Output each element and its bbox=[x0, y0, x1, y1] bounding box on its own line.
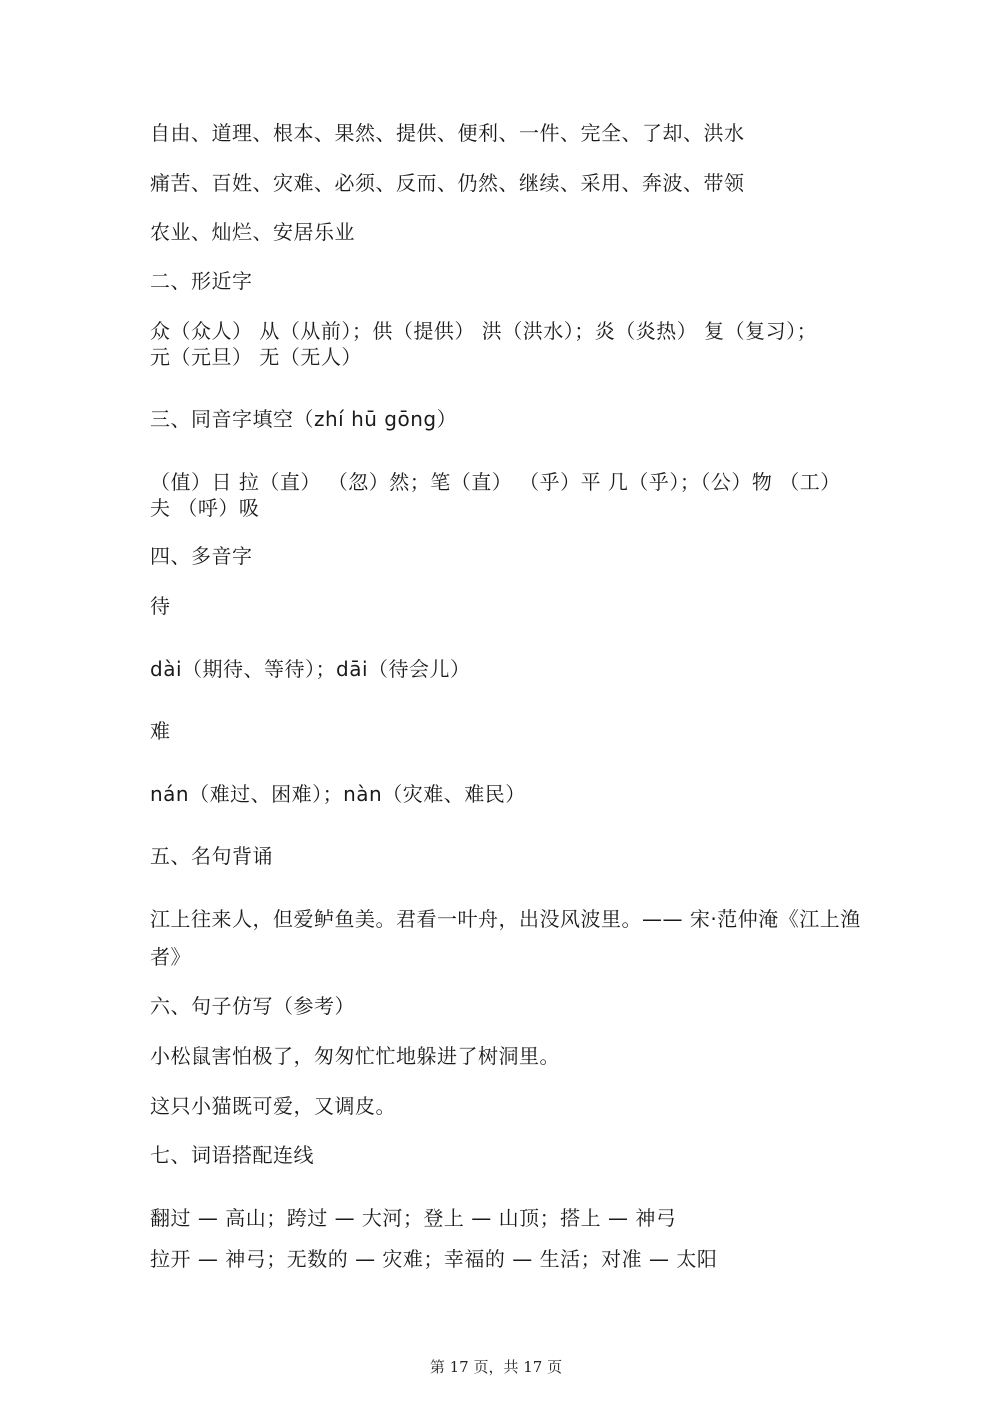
word-matching-line-2: 拉开 — 神弓；无数的 — 灾难；幸福的 — 生活；对准 — 太阳 bbox=[150, 1247, 718, 1271]
similar-chars-line-1: 众（众人） 从（从前）；供（提供） 洪（洪水）；炎（炎热） 复（复习）； bbox=[150, 319, 818, 343]
section-heading-word-matching: 七、词语搭配连线 bbox=[150, 1143, 314, 1167]
section-heading-famous-lines: 五、名句背诵 bbox=[150, 844, 273, 868]
page-footer: 第 17 页，共 17 页 bbox=[429, 1358, 563, 1376]
polyphone-readings-2: nán（难过、困难）；nàn（灾难、难民） bbox=[150, 782, 526, 806]
section-heading-sentence-imitation: 六、句子仿写（参考） bbox=[150, 994, 355, 1018]
word-list-line-1: 自由、道理、根本、果然、提供、便利、一件、完全、了却、洪水 bbox=[150, 121, 745, 145]
poem-line-1: 江上往来人，但爱鲈鱼美。君看一叶舟，出没风波里。—— 宋·范仲淹《江上渔 bbox=[150, 907, 861, 931]
similar-chars-line-2: 元（元旦） 无（无人） bbox=[150, 345, 362, 369]
word-list-line-3: 农业、灿烂、安居乐业 bbox=[150, 220, 355, 244]
polyphone-char-1: 待 bbox=[150, 594, 171, 618]
word-matching-line-1: 翻过 — 高山；跨过 — 大河；登上 — 山顶；搭上 — 神弓 bbox=[150, 1206, 677, 1230]
imitation-sentence-2: 这只小猫既可爱，又调皮。 bbox=[150, 1094, 396, 1118]
section-heading-homophones: 三、同音字填空（zhí hū gōng） bbox=[150, 407, 458, 431]
section-heading-similar-chars: 二、形近字 bbox=[150, 269, 253, 293]
homophones-line-1: （值）日 拉（直） （忽）然；笔（直） （乎）平 几（乎）；（公）物 （工） bbox=[150, 470, 841, 494]
section-heading-polyphones: 四、多音字 bbox=[150, 544, 253, 568]
word-list-line-2: 痛苦、百姓、灾难、必须、反而、仍然、继续、采用、奔波、带领 bbox=[150, 171, 745, 195]
imitation-sentence-1: 小松鼠害怕极了，匆匆忙忙地躲进了树洞里。 bbox=[150, 1044, 560, 1068]
polyphone-readings-1: dài（期待、等待）；dāi（待会儿） bbox=[150, 657, 471, 681]
polyphone-char-2: 难 bbox=[150, 719, 171, 743]
poem-line-2: 者》 bbox=[150, 945, 191, 969]
homophones-line-2: 夫 （呼）吸 bbox=[150, 496, 260, 520]
